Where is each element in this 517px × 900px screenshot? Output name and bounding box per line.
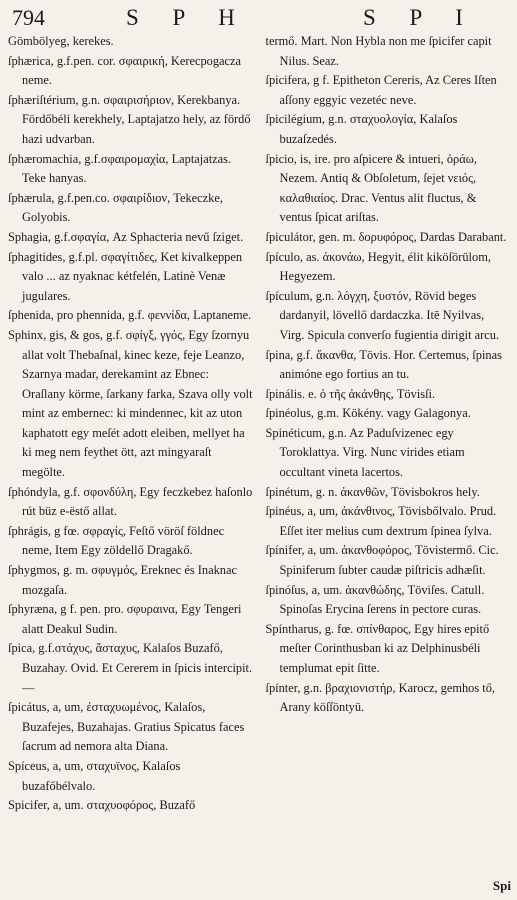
dictionary-entry: ſpículum, g.n. λόγχη, ξυστόν, Rövid beges dardanyil, lövellő dardaczka. Itē Nyilvas, Virg. Spicula converſo fugientia dirigit arcu. [265,288,500,342]
dictionary-entry: ſpina, g.f. ἄκανθα, Tövis. Hor. Certemus, ſpinas animóne ego fortius an tu. [265,347,502,382]
dictionary-entry: ſphóndyla, g.f. σφονδύλη, Egy feczkebez haſonlo rút büz e-ëstő allat. [8,484,253,519]
right-running-head: S P I [363,5,477,30]
columns [8,32,511,892]
dictionary-entry: ſphæriſtérium, g.n. σφαιρισήριον, Kerekbanya. Fördőbéli kerekhely, Laptajatzo hely, az fördő hazi udvarban. [8,92,251,146]
dictionary-entry: ſpinóſus, a, um. ἀκανθώδης, Töviſes. Catull. Spinoſas Erycina ſerens in pectore curas. [265,582,485,617]
dictionary-entry: ſpínifer, a, um. ἀκανθοφόρος, Tövistermő. Cic. Spiniferum ſubter caudæ piſtricis adhæſit. [265,543,499,578]
dictionary-entry: ſphærica, g.f.pen. cor. σφαιρική, Kerecpogacza neme. [8,53,242,88]
dictionary-entry: Spinéticum, g.n. Az Paduſvizenec egy Toroklattya. Virg. Nunc virides etiam occultant vineta lacertos. [265,425,465,480]
dictionary-entry: ſphyræna, g f. pen. pro. σφυραινα, Egy Tengeri alatt Deakul Sudin. [8,602,242,636]
dictionary-entry: ſpínter, g.n. βραχιονιστήρ, Karocz, gemhos tő, Arany köſſöntyü. [265,680,496,715]
dictionary-entry: Spíceus, a, um, σταχυϊνος, Kalaſos buzafőbélvalo. [8,758,181,793]
dictionary-entry: Spicifer, a, um. σταχυοφόρος, Buzafő [8,798,196,813]
dictionary-entry: Sphagia, g.f.σφαγία, Az Sphacteria nevű ſziget. [8,229,244,244]
dictionary-entry: ſpicilégium, g.n. σταχυολογία, Kalaſos buzaſzedés. [265,112,458,146]
dictionary-entry: ſpículo, as. ἀκονάω, Hegyit, élit kiköſörülom, Hegyezem. [265,249,491,284]
dictionary-entry: ſpicifera, g f. Epitheton Cereris, Az Ceres Iſten aſſony eggyic vezetéc neve. [265,73,497,107]
dictionary-entry: ſpinétum, g. n. ἀκανθῶν, Tövisbokros hely. [265,484,480,499]
dictionary-entry: ſpicátus, a, um, ἐσταχυωμένος, Kalaſos, Buzafejes, Buzahajas. Gratius Spicatus faces ſacrum ad nemora alta Diana. [8,700,245,754]
dictionary-entry: termő. Mart. Non Hybla non me ſpicifer capit Nilus. Seaz. [265,34,492,68]
dictionary-entry: Sphinx, gis, & gos, g.f. σφίγξ, γγός, Egy ſzornyu allat volt Thebaſnal, kinec keze, feje Leanzo, Szarnya madar, derekamint az Ebnec: Oraſlany körme, ſarkany farka, Szava olly volt mint az embernec: ki mindennec, kit az uton kaphatott egy meſét adott eleiben, mellyet ha ki meg nem feythet ött, azt mingyaraſt megölte. [8,327,253,480]
dictionary-entry: ſphygmos, g. m. σφυγμός, Ereknec és Inaknac mozgaſa. [8,563,237,597]
dictionary-entry: ſphæromachia, g.f.σφαιρομαχία, Laptajatzas. Teke hanyas. [8,151,232,186]
dictionary-entry: ſphagitides, g.f.pl. σφαγίτιδες, Ket kivalkeppen valo ... az nyaknac kétfelén, Latinè Venæ jugulares. [8,249,243,303]
dictionary-entry: ſpicio, is, ire. pro aſpicere & intueri, ὁράω, Nezem. Antiq & Obſoletum, ſejet νειός, καλαθιαίος. Drac. Ventus alit fluctus, & ventus ſpicat ariſtas. [265,151,477,225]
page-number: 794 [12,5,45,30]
catchword: Spi [492,878,511,893]
dictionary-entry: ſpica, g.f.στάχυς, ἄσταχυς, Kalaſos Buzafő, Buzahay. Ovid. Et Cererem in ſpicis intercipit.— [8,641,253,695]
dictionary-entry: ſphrágis, g fœ. σφραγίς, Feſtő vöröſ földnec neme, Item Egy zöldellő Dragakő. [8,523,225,558]
right-column [260,32,512,892]
dictionary-entry: ſpinális. e. ὁ τῆς ἀκάνθης, Tövisſi. [265,386,436,401]
dictionary-entry: Gömbölyeg, kerekes. [8,34,114,48]
dictionary-entry: ſphærula, g.f.pen.co. σφαιρίδιον, Tekeczke, Golyobis. [8,190,223,225]
dictionary-entry: ſpinéolus, g.m. Kökény. vagy Galagonya. [265,406,471,421]
dictionary-entry: ſphenida, pro phennida, g.f. φεννίδα, Laptaneme. [8,308,252,323]
dictionary-entry: ſpiculátor, gen. m. δορυφόρος, Dardas Darabant. [265,229,507,244]
dictionary-entry: Spíntharus, g. fœ. σπίνθαρος, Egy hires epitő meſter Corinthusban ki az Delphinusbéli templumat epit ſitte. [265,621,490,675]
left-running-head: S P H [126,5,249,30]
page-header [8,4,511,32]
left-column [8,32,260,892]
dictionary-entry: ſpinéus, a, um, ἀκάνθινος, Tövisbőlvalo. Prud. Eſſet iter melius cum dextrum ſpinea ſylva. [265,504,497,538]
